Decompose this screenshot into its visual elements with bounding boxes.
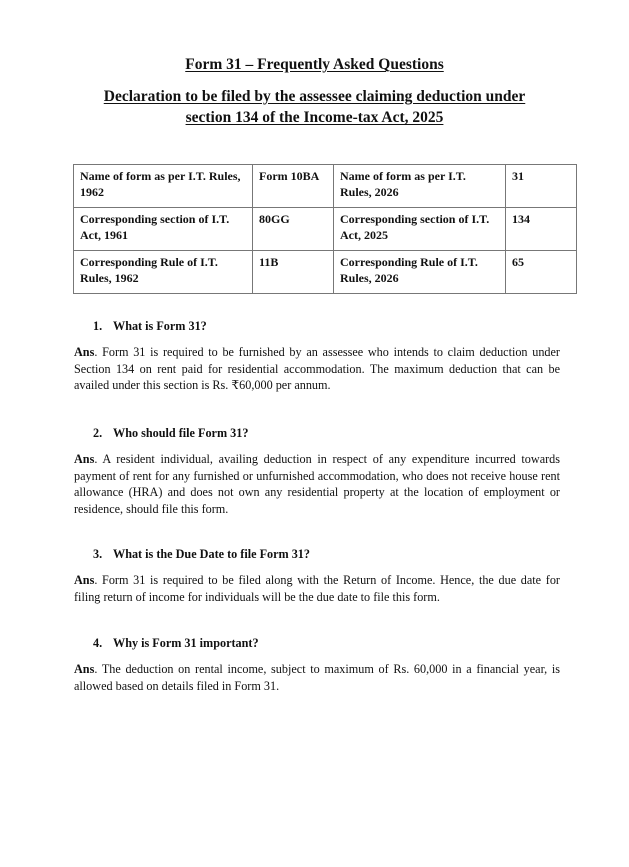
table-cell: Name of form as per I.T. Rules, 1962 [74, 165, 253, 208]
table-cell: Corresponding section of I.T. Act, 2025 [334, 208, 506, 251]
form-info-table [73, 164, 577, 294]
table-cell: 65 [506, 251, 577, 294]
ans-label: Ans [74, 345, 95, 359]
faq-item-2 [74, 426, 560, 517]
faq-answer [74, 572, 560, 605]
subtitle-line-2: section 134 of the Income-tax Act, 2025 [185, 109, 444, 126]
faq-question-text: What is the Due Date to file Form 31? [113, 547, 310, 561]
table-cell: 134 [506, 208, 577, 251]
faq-answer-text: . Form 31 is required to be furnished by an assessee who intends to claim deduction under Section 134 on rent paid for residential accommodation. The maximum deduction that can be availed under this section is Rs. ₹60,000 per annum. [74, 345, 560, 392]
ans-label: Ans [74, 662, 95, 676]
table-row [74, 208, 577, 251]
faq-question-text: Who should file Form 31? [113, 426, 249, 440]
table-cell: Name of form as per I.T. Rules, 2026 [334, 165, 506, 208]
table-cell: Corresponding Rule of I.T. Rules, 1962 [74, 251, 253, 294]
faq-question [74, 636, 560, 651]
faq-number: 4. [93, 636, 103, 650]
faq-answer [74, 451, 560, 517]
faq-question-text: What is Form 31? [113, 319, 207, 333]
table-cell: Form 10BA [253, 165, 334, 208]
ans-label: Ans [74, 573, 95, 587]
faq-number: 1. [93, 319, 103, 333]
table-cell: 11B [253, 251, 334, 294]
faq-answer-text: . Form 31 is required to be filed along with the Return of Income. Hence, the due date for filing return of income for individuals will be the due date to file this form. [74, 573, 560, 604]
faq-answer-text: . The deduction on rental income, subject to maximum of Rs. 60,000 in a financial year, is allowed based on details filed in Form 31. [74, 662, 560, 693]
table-cell: Corresponding Rule of I.T. Rules, 2026 [334, 251, 506, 294]
faq-item-1 [74, 319, 560, 394]
subtitle-line-1: Declaration to be filed by the assessee claiming deduction under [103, 88, 526, 105]
faq-question-text: Why is Form 31 important? [113, 636, 259, 650]
table-cell: 31 [506, 165, 577, 208]
page-subtitle [70, 86, 559, 128]
table-cell: Corresponding section of I.T. Act, 1961 [74, 208, 253, 251]
table-cell: 80GG [253, 208, 334, 251]
table-row [74, 165, 577, 208]
page-title: Form 31 – Frequently Asked Questions [185, 56, 444, 73]
faq-question [74, 426, 560, 441]
faq-question [74, 319, 560, 334]
faq-question [74, 547, 560, 562]
faq-number: 3. [93, 547, 103, 561]
faq-answer [74, 661, 560, 694]
faq-number: 2. [93, 426, 103, 440]
faq-answer-text: . A resident individual, availing deduction in respect of any expenditure incurred towards payment of rent for any furnished or unfurnished accommodation, who does not receive house rent allowance (HRA) and does not own any residential property at the location of employment or residence, should file this form. [74, 452, 560, 516]
table-row [74, 251, 577, 294]
faq-item-4 [74, 636, 560, 694]
faq-item-3 [74, 547, 560, 605]
ans-label: Ans [74, 452, 95, 466]
faq-answer [74, 344, 560, 394]
